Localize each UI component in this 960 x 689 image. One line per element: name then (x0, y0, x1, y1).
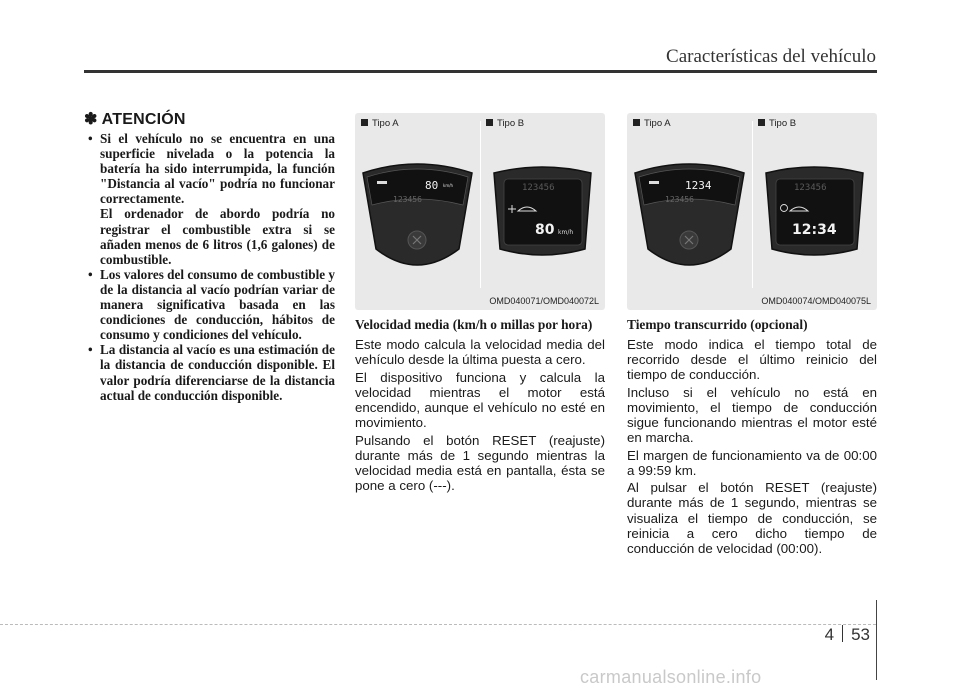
section-body (355, 337, 605, 493)
section-elapsed-time (627, 317, 877, 558)
type-a-unit-text: km/h (443, 183, 454, 188)
type-a-speed-text: 80 (425, 179, 439, 192)
type-b-label: Tipo B (497, 118, 525, 129)
bullet-icon: • (88, 342, 93, 358)
attention-paragraph: El ordenador de abordo podría no registrar el combustible extra si se añaden menos de 6 litros (1,6 galones) de combustible. (100, 206, 335, 267)
page-number (825, 625, 870, 645)
type-b-odometer-text: 123456 (794, 183, 827, 193)
cluster-type-b-illustration (480, 113, 605, 310)
page-number-value: 53 (851, 625, 870, 644)
bullet-icon: • (88, 266, 93, 282)
attention-item (84, 267, 335, 342)
type-b-unit-text: km/h (558, 229, 574, 236)
type-a-label: Tipo A (644, 118, 671, 129)
attention-item (84, 342, 335, 402)
type-b-speed-text: 80 (535, 222, 555, 238)
section-average-speed (355, 317, 605, 495)
cluster-type-b-illustration (752, 113, 877, 310)
section-paragraph: Incluso si el vehículo no está en movimiento, el tiempo de conducción sigue funcionando mientras el motor esté en marcha. (627, 384, 877, 446)
section-paragraph: Al pulsar el botón RESET (reajuste) durante más de 1 segundo, mientras se visualiza el tiempo de conducción, se reinicia a cero dicho tiempo de conducción de velocidad (00:00). (627, 480, 877, 556)
watermark: carmanualsonline.info (580, 667, 762, 687)
figure-code: OMD040071/OMD040072L (489, 296, 599, 306)
type-a-label: Tipo A (372, 118, 399, 129)
chapter-title: Características del vehículo (666, 46, 876, 67)
cluster-type-a-illustration (355, 113, 480, 310)
type-b-odometer-text: 123456 (522, 183, 555, 193)
figure-code: OMD040074/OMD040075L (761, 296, 871, 306)
footer-dashed-rule (0, 624, 876, 625)
type-a-odometer-text: 123456 (665, 195, 694, 204)
type-b-time-text: 12:34 (792, 222, 837, 238)
section-heading: Tiempo transcurrido (opcional) (627, 317, 808, 332)
type-b-label: Tipo B (769, 118, 797, 129)
figure-elapsed-time (627, 113, 877, 310)
attention-title: ✽ ATENCIÓN (84, 111, 186, 128)
section-heading: Velocidad media (km/h o millas por hora) (355, 317, 593, 332)
section-paragraph: El margen de funcionamiento va de 00:00 a 99:59 km. (627, 447, 877, 478)
footer-vertical-rule (876, 600, 877, 680)
section-paragraph: El dispositivo funciona y calcula la velocidad mientras el motor está encendido, aunque el vehículo no esté en movimiento. (355, 369, 605, 430)
section-paragraph: Este modo calcula la velocidad media del vehículo desde la última puesta a cero. (355, 337, 605, 368)
figure-average-speed (355, 113, 605, 310)
section-paragraph: Pulsando el botón RESET (reajuste) durante más de 1 segundo mientras la velocidad media está en pantalla, ésta se pone a cero (---). (355, 432, 605, 493)
header-rule (84, 70, 877, 73)
type-a-time-text: 1234 (685, 179, 712, 192)
attention-paragraph: La distancia al vacío es una estimación de la distancia de conducción disponible. El valor podría diferenciarse de la distancia actual de conducción disponible. (100, 342, 335, 403)
type-a-odometer-text: 123456 (393, 195, 422, 204)
cluster-type-a-illustration (627, 113, 752, 310)
chapter-number: 4 (824, 625, 835, 644)
section-paragraph: Este modo indica el tiempo total de recorrido desde el último reinicio del tiempo de conducción. (627, 337, 877, 383)
bullet-icon: • (88, 131, 93, 146)
section-body (627, 337, 877, 556)
attention-list (84, 131, 335, 403)
attention-item (84, 131, 335, 267)
attention-paragraph: Si el vehículo no se encuentra en una superficie nivelada o la potencia la batería ha sido interrumpida, la función "Distancia al vacío" podría no funcionar correctamente. (100, 131, 335, 207)
page-number-separator (842, 625, 843, 642)
attention-paragraph: Los valores del consumo de combustible y de la distancia al vacío podrían variar de manera significativa basada en las condiciones de conducción, hábitos de consumo y condiciones del vehículo. (100, 266, 335, 343)
